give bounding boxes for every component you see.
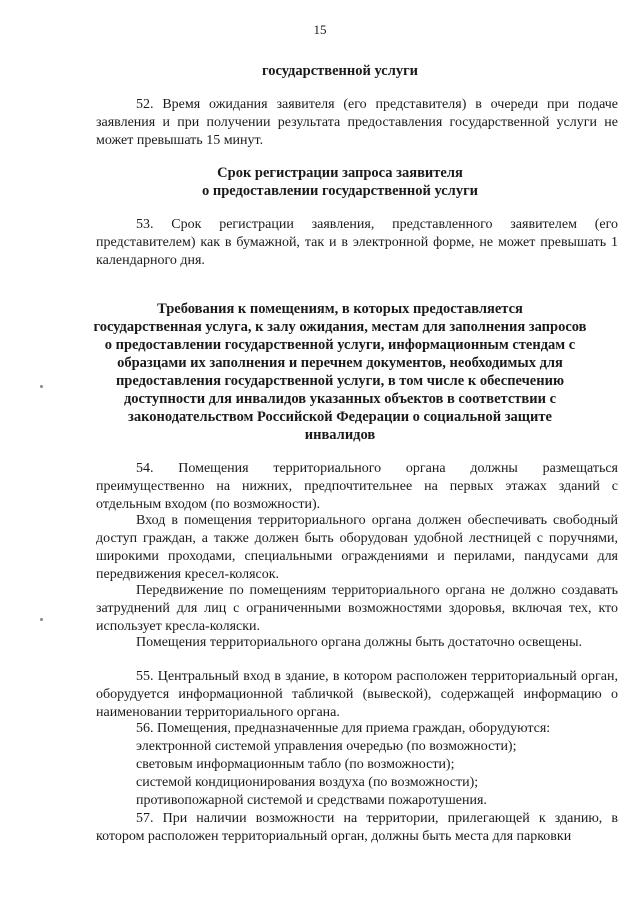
list-item: световым информационным табло (по возможности);	[136, 757, 455, 772]
list-item: противопожарной системой и средствами пожаротушения.	[136, 793, 487, 808]
scan-mark	[40, 385, 43, 388]
heading-requirements-line-1: Требования к помещениям, в которых предоставляется	[157, 301, 523, 317]
list-item: системой кондиционирования воздуха (по возможности);	[136, 775, 479, 790]
paragraph-54: 54. Помещения территориального органа должны размещаться преимущественно на нижних, предпочтительнее на первых этажах зданий с отдельным входом (по возможности).	[96, 461, 618, 512]
heading-requirements-line-4: образцами их заполнения и перечнем документов, необходимых для	[117, 355, 563, 371]
scan-mark	[40, 618, 43, 621]
page-number: 15	[313, 22, 327, 37]
heading-requirements-line-8: инвалидов	[304, 427, 376, 443]
paragraph-53: 53. Срок регистрации заявления, представленного заявителем (его представителем) как в бумажной, так и в электронной форме, не может превышать 1 календарного дня.	[96, 217, 618, 268]
heading-requirements-line-2: государственная услуга, к залу ожидания, местам для заполнения запросов	[93, 319, 587, 335]
paragraph-54-entrance: Вход в помещения территориального органа должен обеспечивать свободный доступ граждан, а также должен быть оборудован удобной лестницей с поручнями, широкими проходами, специальными ограждениями и перилами, пандусами для передвижения кресел-колясок.	[96, 513, 618, 582]
heading-registration-line-2: о предоставлении государственной услуги	[201, 183, 479, 199]
heading-requirements-line-5: предоставления государственной услуги, в том числе к обеспечению	[115, 373, 565, 389]
paragraph-54-movement: Передвижение по помещениям территориального органа не должно создавать затруднений для лиц с ограниченными возможностями здоровья, включая тех, кто использует кресла-коляски.	[96, 583, 618, 634]
heading-requirements-line-6: доступности для инвалидов указанных объектов в соответствии с	[123, 391, 557, 407]
paragraph-55: 55. Центральный вход в здание, в котором расположен территориальный орган, оборудуется информационной табличкой (вывеской), содержащей информацию о наименовании территориального органа.	[96, 669, 618, 720]
list-item: электронной системой управления очередью (по возможности);	[136, 739, 517, 754]
heading-requirements-line-3: о предоставлении государственной услуги, информационным стендам с	[104, 337, 576, 353]
paragraph-57: 57. При наличии возможности на территории, прилегающей к зданию, в котором расположен территориальный орган, должны быть места для парковки	[96, 811, 618, 844]
paragraph-52: 52. Время ожидания заявителя (его представителя) в очереди при подаче заявления и при получении результата предоставления государственной услуги не может превышать 15 минут.	[96, 97, 618, 148]
paragraph-54-lighting: Помещения территориального органа должны быть достаточно освещены.	[136, 635, 582, 650]
section-heading-continued: государственной услуги	[261, 63, 419, 79]
paragraph-56: 56. Помещения, предназначенные для приема граждан, оборудуются:	[136, 721, 551, 736]
heading-requirements-line-7: законодательством Российской Федерации о социальной защите	[128, 409, 552, 425]
heading-registration-line-1: Срок регистрации запроса заявителя	[217, 165, 463, 181]
